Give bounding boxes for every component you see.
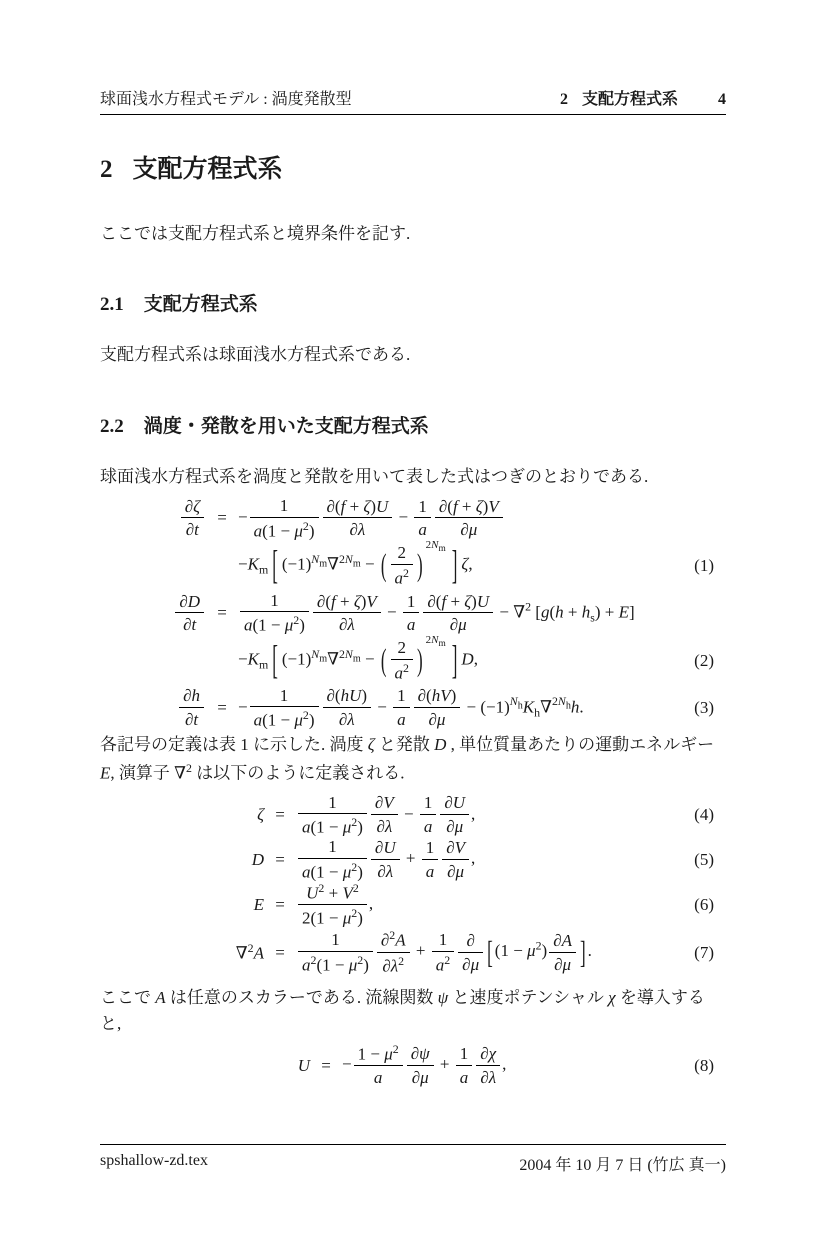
equation-2-line-2: [100, 633, 726, 686]
equation-number: (5): [694, 849, 714, 869]
page-header: [100, 86, 726, 115]
equation-lhs: $\frac{\partial h}{\partial t}$: [160, 686, 206, 729]
equation-7: [100, 929, 726, 977]
equation-rhs: $\frac{1}{a(1 - \mu^2)}$ $\frac{\partial U}{\partial\lambda}$ + $\frac{1}{a}$ $\frac{\partial V}{\partial\mu}$ ,: [296, 837, 475, 882]
equation-6: [100, 882, 726, 928]
equation-lhs: ∇$^2$A: [235, 941, 264, 963]
equation-8: [100, 1043, 726, 1088]
equation-rhs: $-K_m$ [ $(-1)^{N_m}\nabla^{2N_m}$ − ( $\frac{2}{a^2}$ )$^{2N_m}$ ] ζ,: [238, 539, 473, 588]
paragraph-intro: ここでは支配方程式系と境界条件を記す.: [100, 224, 411, 243]
equation-rhs: − $\frac{1}{a(1 - \mu^2)}$ $\frac{\partial(hU)}{\partial\lambda}$ − $\frac{1}{a}$ $\frac{\partial(hV)}{\partial\mu}$ − $(-1)^{N_h}K_h\nabla^{2N_h}h$.: [238, 685, 584, 730]
equation-number: (8): [694, 1055, 714, 1075]
section-number: 2: [100, 156, 113, 183]
paragraph-2-1: 支配方程式系は球面浅水方程式系である.: [100, 345, 411, 365]
subsection-title: 支配方程式系: [143, 294, 258, 316]
running-title: 球面浅水方程式モデル : 渦度発散型: [100, 91, 352, 108]
equation-number: (7): [694, 942, 714, 962]
equation-rhs: − $\frac{1}{a(1 - \mu^2)}$ $\frac{\partial(f + \zeta)U}{\partial\lambda}$ − $\frac{1}{a}$ $\frac{\partial(f + \zeta)V}{\partial\mu}$: [238, 496, 505, 541]
equation-rhs: $\frac{1}{a^2(1 - \mu^2)}$ $\frac{\partial^2A}{\partial\lambda^2}$ + $\frac{1}{a^2}$ ∂ ∂μ [ $(1 - \mu^2)$ $\frac{\partial A}{\partial\mu}$ ] .: [296, 929, 592, 975]
equation-lhs: $\frac{\partial D}{\partial t}$: [160, 592, 206, 635]
equation-rhs: $\frac{1}{a(1 - \mu^2)}$ $\frac{\partial V}{\partial\lambda}$ − $\frac{1}{a}$ $\frac{\partial U}{\partial\mu}$ ,: [296, 793, 475, 838]
equation-1-line-1: [100, 496, 726, 541]
running-section-number: 2: [559, 91, 568, 108]
section-heading: [100, 149, 726, 185]
equals-sign: =: [217, 697, 227, 717]
equation-group-1-3: [100, 496, 726, 730]
running-section-title: 支配方程式系: [581, 91, 678, 108]
equation-rhs: $\frac{U^2 + V^2}{2(1 - \mu^2)}$ ,: [296, 882, 373, 928]
footer-date-author: 2004 年 10 月 7 日 (竹広 真一): [519, 1157, 726, 1174]
equation-number: (3): [694, 697, 714, 717]
equation-lhs: D: [251, 849, 264, 869]
subsection-heading-2-1: [100, 289, 726, 316]
equation-rhs: $-K_m$ [ $(-1)^{N_m}\nabla^{2N_m}$ − ( $\frac{2}{a^2}$ )$^{2N_m}$ ] D,: [238, 633, 478, 683]
equation-number: (2): [694, 650, 714, 670]
subsection-title: 渦度・発散を用いた支配方程式系: [143, 415, 429, 437]
document-page: [0, 86, 826, 1255]
equation-1-line-2: [100, 541, 726, 591]
running-section: [560, 86, 726, 109]
equation-number: (6): [694, 895, 714, 915]
paragraph-2-2: 球面浅水方程式系を渦度と発散を用いて表した式はつぎのとおりである.: [100, 466, 649, 486]
equation-group-4-7: [100, 793, 726, 977]
page-footer: [100, 1144, 726, 1175]
equation-lhs: ζ: [257, 805, 264, 824]
page-number: 4: [718, 91, 726, 108]
equation-number: (1): [694, 555, 714, 575]
equals-sign: =: [275, 895, 285, 915]
subsection-heading-2-2: [100, 411, 726, 438]
equals-sign: =: [321, 1055, 331, 1075]
equation-3: [100, 686, 726, 731]
equals-sign: =: [217, 603, 227, 623]
section-title: 支配方程式系: [132, 155, 283, 183]
equals-sign: =: [217, 508, 227, 528]
paragraph-streamfunction: ここで A は任意のスカラーである. 流線関数 ψ と速度ポテンシャル χ を導入すると,: [100, 987, 705, 1033]
equation-5: [100, 837, 726, 882]
equation-lhs: U: [297, 1055, 310, 1075]
subsection-number: 2.1: [100, 294, 124, 316]
equation-lhs: $\frac{\partial\zeta}{\partial t}$: [160, 497, 206, 540]
equation-group-8: [100, 1043, 726, 1088]
equals-sign: =: [275, 805, 285, 824]
equation-2-line-1: [100, 591, 726, 636]
equation-lhs: E: [253, 895, 264, 915]
equals-sign: =: [275, 849, 285, 869]
equals-sign: =: [275, 942, 285, 962]
equation-rhs: − $\frac{1 - \mu^2}{a}$ $\frac{\partial\psi}{\partial\mu}$ + $\frac{1}{a}$ $\frac{\partial\chi}{\partial\lambda}$ ,: [342, 1042, 507, 1088]
paragraph-symbol-definitions: 各記号の定義は表 1 に示した. 渦度 ζ と発散 D , 単位質量あたりの運動エネルギー E, 演算子 ∇$^2$ は以下のように定義される.: [100, 735, 715, 783]
subsection-number: 2.2: [100, 415, 124, 437]
footer-filename: spshallow-zd.tex: [100, 1152, 208, 1169]
page-content: [0, 86, 826, 1088]
equation-rhs: $\frac{1}{a(1 - \mu^2)}$ $\frac{\partial(f + \zeta)V}{\partial\lambda}$ − $\frac{1}{a}$ $\frac{\partial(f + \zeta)U}{\partial\mu}$ − ∇$^2$ $[g(h + h_s) + E]$: [238, 591, 635, 636]
equation-4: [100, 793, 726, 838]
equation-number: (4): [694, 805, 714, 824]
